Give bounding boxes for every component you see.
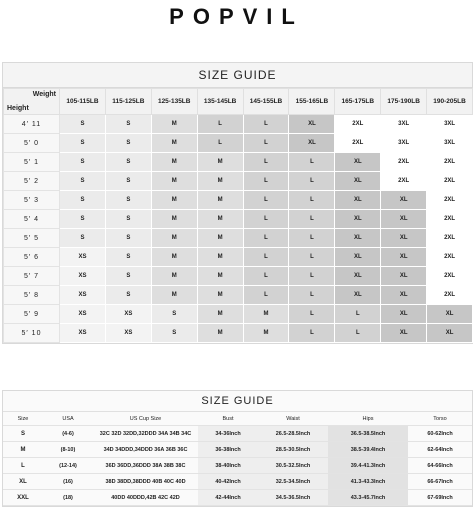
weight-header: 145-155LB bbox=[243, 89, 289, 115]
size-cell: 2XL bbox=[427, 153, 473, 172]
size-cell: 2XL bbox=[427, 286, 473, 305]
size-cell: XXL bbox=[3, 490, 43, 506]
waist-cell: 34.5-36.5Inch bbox=[258, 490, 328, 506]
weight-header: 125-135LB bbox=[151, 89, 197, 115]
size-cell: 2XL bbox=[427, 267, 473, 286]
size-cell: 2XL bbox=[427, 191, 473, 210]
size-cell: L bbox=[335, 324, 381, 343]
bust-cell: 40-42Inch bbox=[198, 474, 258, 490]
size-cell: XL bbox=[335, 191, 381, 210]
size-cell: 3XL bbox=[427, 115, 473, 134]
size-cell: S bbox=[60, 115, 106, 134]
hips-cell: 41.3-43.3Inch bbox=[328, 474, 408, 490]
size-cell: S bbox=[105, 229, 151, 248]
size-cell: XL bbox=[381, 305, 427, 324]
size-cell: S bbox=[105, 134, 151, 153]
waist-cell: 30.5-32.5Inch bbox=[258, 458, 328, 474]
height-cell: 4′ 11 bbox=[4, 115, 60, 134]
size-cell: M bbox=[151, 191, 197, 210]
weight-header: 155-165LB bbox=[289, 89, 335, 115]
size-cell: S bbox=[105, 210, 151, 229]
col-header-waist: Waist bbox=[258, 412, 328, 426]
height-cell: 5′ 0 bbox=[4, 134, 60, 153]
height-cell: 5′ 8 bbox=[4, 286, 60, 305]
size-cell: M bbox=[151, 115, 197, 134]
size-cell: XL bbox=[381, 286, 427, 305]
table-row bbox=[4, 210, 473, 229]
waist-cell: 26.5-28.5Inch bbox=[258, 426, 328, 442]
col-header-usa: USA bbox=[43, 412, 93, 426]
size-guide-2-title: SIZE GUIDE bbox=[3, 391, 472, 412]
height-cell: 5′ 4 bbox=[4, 210, 60, 229]
torso-cell: 62-64Inch bbox=[408, 442, 472, 458]
size-cell: L bbox=[289, 286, 335, 305]
cup-cell: 34D 34DDD,34DDD 36A 36B 36C bbox=[93, 442, 198, 458]
measurements-table bbox=[3, 412, 472, 506]
cup-cell: 36D 36DD,36DDD 38A 38B 38C bbox=[93, 458, 198, 474]
size-cell: XL bbox=[289, 115, 335, 134]
col-header-cup: US Cup Size bbox=[93, 412, 198, 426]
size-cell: 2XL bbox=[427, 229, 473, 248]
col-header-size: Size bbox=[3, 412, 43, 426]
bust-cell: 42-44Inch bbox=[198, 490, 258, 506]
col-header-bust: Bust bbox=[198, 412, 258, 426]
measurements-header-row bbox=[3, 412, 472, 426]
size-cell: L bbox=[289, 324, 335, 343]
size-cell: M bbox=[151, 248, 197, 267]
size-cell: S bbox=[3, 426, 43, 442]
size-cell: S bbox=[151, 305, 197, 324]
size-cell: 2XL bbox=[427, 172, 473, 191]
size-cell: M bbox=[3, 442, 43, 458]
size-cell: L bbox=[243, 229, 289, 248]
size-guide-measurements bbox=[2, 390, 473, 507]
size-cell: S bbox=[60, 134, 106, 153]
cup-cell: 40DD 40DDD,42B 42C 42D bbox=[93, 490, 198, 506]
height-cell: 5′ 6 bbox=[4, 248, 60, 267]
waist-cell: 32.5-34.5Inch bbox=[258, 474, 328, 490]
size-cell: L bbox=[197, 134, 243, 153]
usa-cell: (8-10) bbox=[43, 442, 93, 458]
size-cell: 2XL bbox=[427, 210, 473, 229]
weight-header: 165-175LB bbox=[335, 89, 381, 115]
size-cell: S bbox=[105, 191, 151, 210]
weight-label: Weight bbox=[32, 91, 56, 98]
bust-cell: 36-38Inch bbox=[198, 442, 258, 458]
size-cell: M bbox=[151, 210, 197, 229]
size-cell: XL bbox=[335, 172, 381, 191]
height-cell: 5′ 1 bbox=[4, 153, 60, 172]
usa-cell: (12-14) bbox=[43, 458, 93, 474]
size-cell: L bbox=[243, 153, 289, 172]
table-row bbox=[4, 248, 473, 267]
height-label: Height bbox=[7, 105, 29, 112]
height-cell: 5′ 2 bbox=[4, 172, 60, 191]
size-cell: M bbox=[197, 153, 243, 172]
size-cell: 3XL bbox=[427, 134, 473, 153]
size-cell: XL bbox=[427, 305, 473, 324]
height-cell: 5′ 7 bbox=[4, 267, 60, 286]
cup-cell: 32C 32D 32DD,32DDD 34A 34B 34C bbox=[93, 426, 198, 442]
size-cell: XS bbox=[60, 267, 106, 286]
size-cell: S bbox=[105, 172, 151, 191]
size-cell: M bbox=[151, 286, 197, 305]
size-cell: XL bbox=[335, 153, 381, 172]
size-cell: L bbox=[243, 210, 289, 229]
size-cell: 2XL bbox=[335, 134, 381, 153]
size-cell: L bbox=[289, 305, 335, 324]
col-header-hips: Hips bbox=[328, 412, 408, 426]
height-cell: 5′ 9 bbox=[4, 305, 60, 324]
table-row bbox=[4, 191, 473, 210]
hips-cell: 36.5-38.5Inch bbox=[328, 426, 408, 442]
size-cell: M bbox=[151, 153, 197, 172]
torso-cell: 67-69Inch bbox=[408, 490, 472, 506]
size-cell: XS bbox=[60, 286, 106, 305]
table-row bbox=[3, 474, 472, 490]
size-cell: 2XL bbox=[335, 115, 381, 134]
size-cell: S bbox=[105, 286, 151, 305]
size-cell: L bbox=[289, 267, 335, 286]
size-cell: XL bbox=[289, 134, 335, 153]
table-row bbox=[4, 229, 473, 248]
size-cell: XL bbox=[427, 324, 473, 343]
weight-header: 105-115LB bbox=[60, 89, 106, 115]
size-cell: S bbox=[60, 229, 106, 248]
weight-height-table bbox=[3, 88, 473, 343]
size-cell: 3XL bbox=[381, 134, 427, 153]
size-guide-title: SIZE GUIDE bbox=[3, 63, 472, 88]
brand-logo: POPVIL bbox=[169, 4, 304, 29]
size-cell: L bbox=[289, 229, 335, 248]
usa-cell: (4-6) bbox=[43, 426, 93, 442]
size-cell: M bbox=[197, 267, 243, 286]
size-cell: L bbox=[197, 115, 243, 134]
size-cell: M bbox=[197, 210, 243, 229]
size-cell: M bbox=[197, 172, 243, 191]
hips-cell: 43.3-45.7Inch bbox=[328, 490, 408, 506]
size-cell: L bbox=[289, 248, 335, 267]
size-cell: M bbox=[151, 134, 197, 153]
size-cell: XL bbox=[381, 248, 427, 267]
weight-header: 115-125LB bbox=[105, 89, 151, 115]
torso-cell: 60-62Inch bbox=[408, 426, 472, 442]
size-cell: 3XL bbox=[381, 115, 427, 134]
size-cell: M bbox=[151, 229, 197, 248]
size-cell: M bbox=[197, 286, 243, 305]
torso-cell: 64-66Inch bbox=[408, 458, 472, 474]
size-cell: S bbox=[60, 153, 106, 172]
weight-header: 175-190LB bbox=[381, 89, 427, 115]
size-cell: XL bbox=[381, 210, 427, 229]
size-cell: L bbox=[243, 115, 289, 134]
usa-cell: (18) bbox=[43, 490, 93, 506]
size-cell: XL bbox=[335, 248, 381, 267]
size-cell: L bbox=[243, 191, 289, 210]
size-cell: L bbox=[243, 267, 289, 286]
size-cell: M bbox=[243, 305, 289, 324]
weight-header: 135-145LB bbox=[197, 89, 243, 115]
size-cell: S bbox=[151, 324, 197, 343]
size-cell: XS bbox=[105, 324, 151, 343]
size-cell: S bbox=[60, 210, 106, 229]
size-cell: S bbox=[60, 172, 106, 191]
table-row bbox=[3, 442, 472, 458]
size-cell: XL bbox=[335, 210, 381, 229]
size-cell: XS bbox=[60, 248, 106, 267]
size-cell: XS bbox=[105, 305, 151, 324]
size-cell: S bbox=[105, 248, 151, 267]
size-cell: 2XL bbox=[381, 172, 427, 191]
table-row bbox=[4, 153, 473, 172]
table-row bbox=[3, 426, 472, 442]
size-cell: XL bbox=[335, 229, 381, 248]
size-cell: 2XL bbox=[381, 153, 427, 172]
size-cell: M bbox=[151, 172, 197, 191]
hips-cell: 38.5-39.4Inch bbox=[328, 442, 408, 458]
table-row bbox=[4, 286, 473, 305]
cup-cell: 38D 38DD,38DDD 40B 40C 40D bbox=[93, 474, 198, 490]
size-cell: L bbox=[289, 210, 335, 229]
table-row bbox=[3, 458, 472, 474]
size-cell: 2XL bbox=[427, 248, 473, 267]
usa-cell: (16) bbox=[43, 474, 93, 490]
size-cell: M bbox=[197, 229, 243, 248]
size-cell: S bbox=[105, 153, 151, 172]
size-cell: L bbox=[243, 248, 289, 267]
table-row bbox=[4, 267, 473, 286]
size-cell: XL bbox=[335, 286, 381, 305]
bust-cell: 38-40Inch bbox=[198, 458, 258, 474]
table-row bbox=[4, 305, 473, 324]
size-cell: M bbox=[243, 324, 289, 343]
size-cell: S bbox=[105, 267, 151, 286]
table-row bbox=[4, 324, 473, 343]
size-cell: L bbox=[243, 286, 289, 305]
size-cell: M bbox=[197, 248, 243, 267]
size-cell: XL bbox=[381, 229, 427, 248]
weight-header: 190-205LB bbox=[427, 89, 473, 115]
size-cell: L bbox=[289, 172, 335, 191]
table-row bbox=[4, 115, 473, 134]
size-cell: M bbox=[197, 305, 243, 324]
size-cell: M bbox=[197, 191, 243, 210]
size-cell: XL bbox=[381, 324, 427, 343]
col-header-torso: Torso bbox=[408, 412, 472, 426]
weight-header-row bbox=[4, 89, 473, 115]
size-cell: S bbox=[105, 115, 151, 134]
size-cell: L bbox=[289, 191, 335, 210]
size-cell: S bbox=[60, 191, 106, 210]
size-cell: XL bbox=[381, 267, 427, 286]
size-cell: M bbox=[197, 324, 243, 343]
size-cell: L bbox=[243, 134, 289, 153]
height-cell: 5′ 3 bbox=[4, 191, 60, 210]
size-cell: L bbox=[3, 458, 43, 474]
size-cell: L bbox=[243, 172, 289, 191]
table-row bbox=[4, 134, 473, 153]
bust-cell: 34-36Inch bbox=[198, 426, 258, 442]
size-cell: L bbox=[289, 153, 335, 172]
table-row bbox=[4, 172, 473, 191]
size-cell: XL bbox=[3, 474, 43, 490]
size-cell: XL bbox=[335, 267, 381, 286]
table-row bbox=[3, 490, 472, 506]
size-cell: XS bbox=[60, 305, 106, 324]
corner-cell bbox=[4, 89, 60, 115]
height-cell: 5′ 10 bbox=[4, 324, 60, 343]
torso-cell: 66-67Inch bbox=[408, 474, 472, 490]
size-guide-weight-height bbox=[2, 62, 473, 344]
size-cell: L bbox=[335, 305, 381, 324]
waist-cell: 28.5-30.5Inch bbox=[258, 442, 328, 458]
hips-cell: 39.4-41.3Inch bbox=[328, 458, 408, 474]
size-cell: XS bbox=[60, 324, 106, 343]
size-cell: M bbox=[151, 267, 197, 286]
height-cell: 5′ 5 bbox=[4, 229, 60, 248]
size-cell: XL bbox=[381, 191, 427, 210]
